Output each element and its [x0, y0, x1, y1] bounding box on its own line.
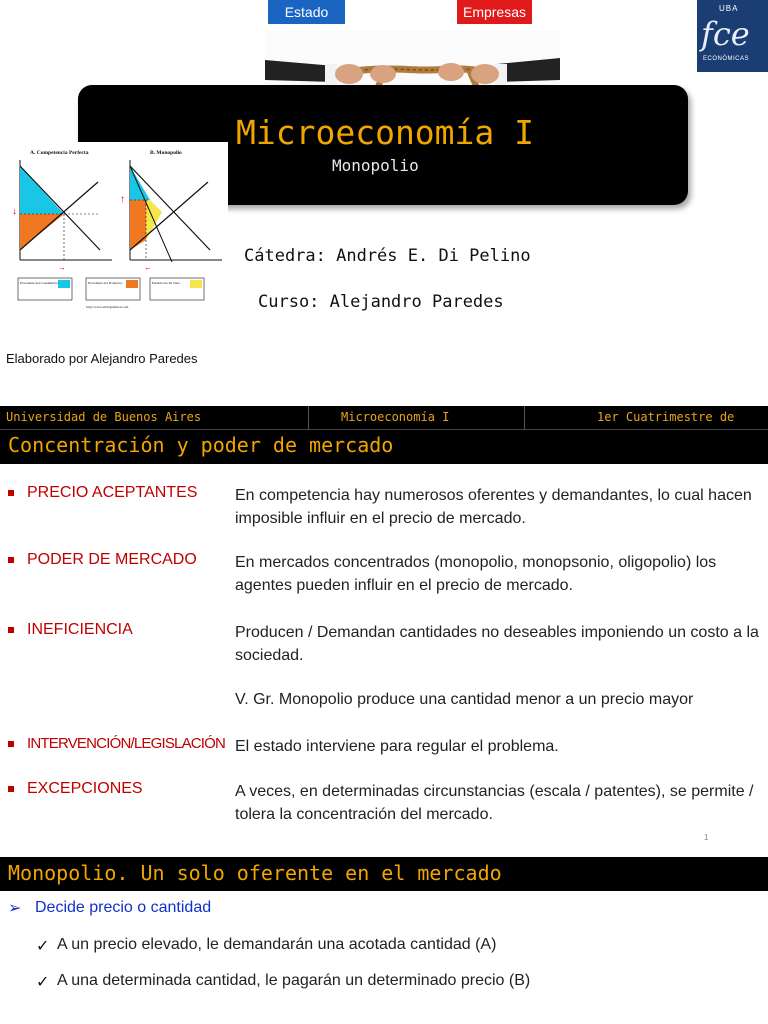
concentration-slide [0, 406, 768, 846]
curso-label: Curso: Alejandro Paredes [258, 292, 504, 312]
author-label: Elaborado por Alejandro Paredes [6, 351, 198, 366]
term-description: El estado interviene para regular el problema. [235, 738, 559, 755]
term-label: INEFICIENCIA [27, 621, 133, 638]
svg-text:→: → [58, 263, 66, 272]
bullet-icon [8, 557, 14, 563]
graph-title-a: A. Competencia Perfecta [30, 150, 89, 156]
fce-uba-logo: UBA fce ECONÓMICAS [697, 0, 768, 72]
graph-box1-label: Excedente del Consumidor [20, 281, 58, 285]
term-description: V. Gr. Monopolio produce una cantidad menor a un precio mayor [235, 691, 694, 708]
header-university: Universidad de Buenos Aires [6, 410, 202, 424]
bullet-icon [8, 741, 14, 747]
bullet-icon [8, 490, 14, 496]
header-term: 1er Cuatrimestre de [597, 410, 735, 424]
empresas-tag: Empresas [457, 0, 532, 24]
term-label: EXCEPCIONES [27, 780, 143, 797]
market-comparison-graph [0, 142, 228, 312]
term-description: Producen / Demandan cantidades no deseables imponiendo un costo a la sociedad. [235, 624, 759, 664]
term-description: A veces, en determinadas circunstancias (escala / patentes), se permite / tolera la concentración del mercado. [235, 783, 754, 823]
sub-item: A una determinada cantidad, le pagarán un determinado precio (B) [57, 972, 531, 989]
catedra-label: Cátedra: Andrés E. Di Pelino [244, 246, 531, 266]
page-number: 1 [704, 833, 709, 842]
slide-title-bar [0, 430, 768, 464]
check-icon: ✓ [36, 938, 50, 955]
svg-text:↓: ↓ [12, 206, 17, 217]
term-label: PODER DE MERCADO [27, 551, 197, 568]
slide-header [0, 406, 768, 430]
arrow-bullet-icon: ➢ [8, 900, 22, 917]
term-description: En mercados concentrados (monopolio, monopsonio, oligopolio) los agentes pueden influir en el precio de mercado. [235, 554, 717, 594]
graph-box3-label: Pérdida Social Neta [152, 281, 180, 285]
svg-text:↑: ↑ [120, 194, 125, 205]
main-bullet: Decide precio o cantidad [35, 899, 212, 916]
svg-text:←: ← [144, 263, 152, 272]
sub-item: A un precio elevado, le demandarán una acotada cantidad (A) [57, 936, 497, 953]
monopoly-title-bar [0, 857, 768, 891]
header-course: Microeconomía I [341, 410, 450, 424]
term-description: En competencia hay numerosos oferentes y demandantes, lo cual hacen imposible influir en el precio de mercado. [235, 487, 752, 527]
estado-tag: Estado [268, 0, 345, 24]
term-label: PRECIO ACEPTANTES [27, 484, 198, 501]
graph-title-b: B. Monopolio [150, 150, 182, 156]
concentration-title: Concentración y poder de mercado [8, 433, 394, 457]
term-label: INTERVENCIÓN/LEGISLACIÓN [27, 735, 226, 752]
check-icon: ✓ [36, 974, 50, 991]
graph-url: http://www.elblogsalmon.com [86, 305, 129, 309]
graph-box2-label: Excedente del Productor [88, 281, 123, 285]
bullet-icon [8, 786, 14, 792]
slide-title: Microeconomía I [236, 113, 535, 152]
slide-subtitle: Monopolio [332, 156, 419, 175]
bullet-icon [8, 627, 14, 633]
monopoly-title: Monopolio. Un solo oferente en el mercado [8, 861, 502, 885]
